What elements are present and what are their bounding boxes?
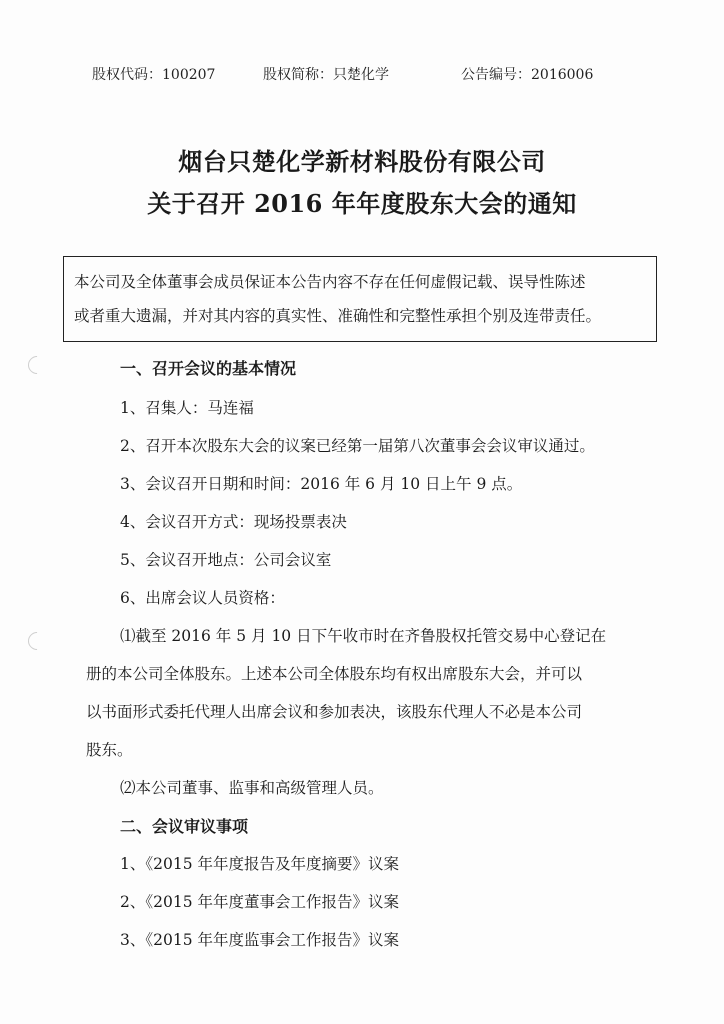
disclaimer-line-2: 或者重大遗漏，并对其内容的真实性、准确性和完整性承担个别及连带责任。 <box>74 307 602 325</box>
section-1-item: 5、会议召开地点：公司会议室 <box>120 551 332 569</box>
disclaimer-box <box>63 256 657 342</box>
document-title-line-1: 烟台只楚化学新材料股份有限公司 <box>178 147 546 176</box>
section-2-item: 2、《2015 年年度董事会工作报告》议案 <box>120 893 399 911</box>
stock-name: 股权简称：只楚化学 <box>263 67 389 83</box>
section-1-item: 4、会议召开方式：现场投票表决 <box>120 513 347 531</box>
sub-item-1-line-4: 股东。 <box>86 741 133 759</box>
disclaimer-line-1: 本公司及全体董事会成员保证本公告内容不存在任何虚假记载、误导性陈述 <box>74 273 586 291</box>
section-2-heading: 二、会议审议事项 <box>120 817 249 836</box>
sub-item-1-line-1: ⑴截至 2016 年 5 月 10 日下午收市时在齐鲁股权托管交易中心登记在 <box>120 627 607 645</box>
section-1-item: 6、出席会议人员资格： <box>120 589 285 607</box>
section-2-item: 3、《2015 年年度监事会工作报告》议案 <box>120 931 399 949</box>
announcement-header <box>0 64 724 84</box>
punch-hole-mark <box>24 352 49 377</box>
section-1-item: 3、会议召开日期和时间：2016 年 6 月 10 日上午 9 点。 <box>120 475 523 493</box>
section-2-item: 1、《2015 年年度报告及年度摘要》议案 <box>120 855 399 873</box>
section-1-item: 2、召开本次股东大会的议案已经第一届第八次董事会会议审议通过。 <box>120 437 595 455</box>
stock-code: 股权代码：100207 <box>92 67 216 83</box>
sub-item-1-line-3: 以书面形式委托代理人出席会议和参加表决，该股东代理人不必是本公司 <box>86 703 583 721</box>
punch-hole-mark <box>24 628 49 653</box>
section-1-heading: 一、召开会议的基本情况 <box>120 359 297 378</box>
announcement-number: 公告编号：2016006 <box>461 67 594 83</box>
section-1-item: 1、召集人：马连福 <box>120 399 254 417</box>
document-title-line-2: 关于召开 2016 年年度股东大会的通知 <box>147 189 577 218</box>
sub-item-1-line-2: 册的本公司全体股东。上述本公司全体股东均有权出席股东大会，并可以 <box>86 665 583 683</box>
sub-item-2: ⑵本公司董事、监事和高级管理人员。 <box>120 779 384 797</box>
